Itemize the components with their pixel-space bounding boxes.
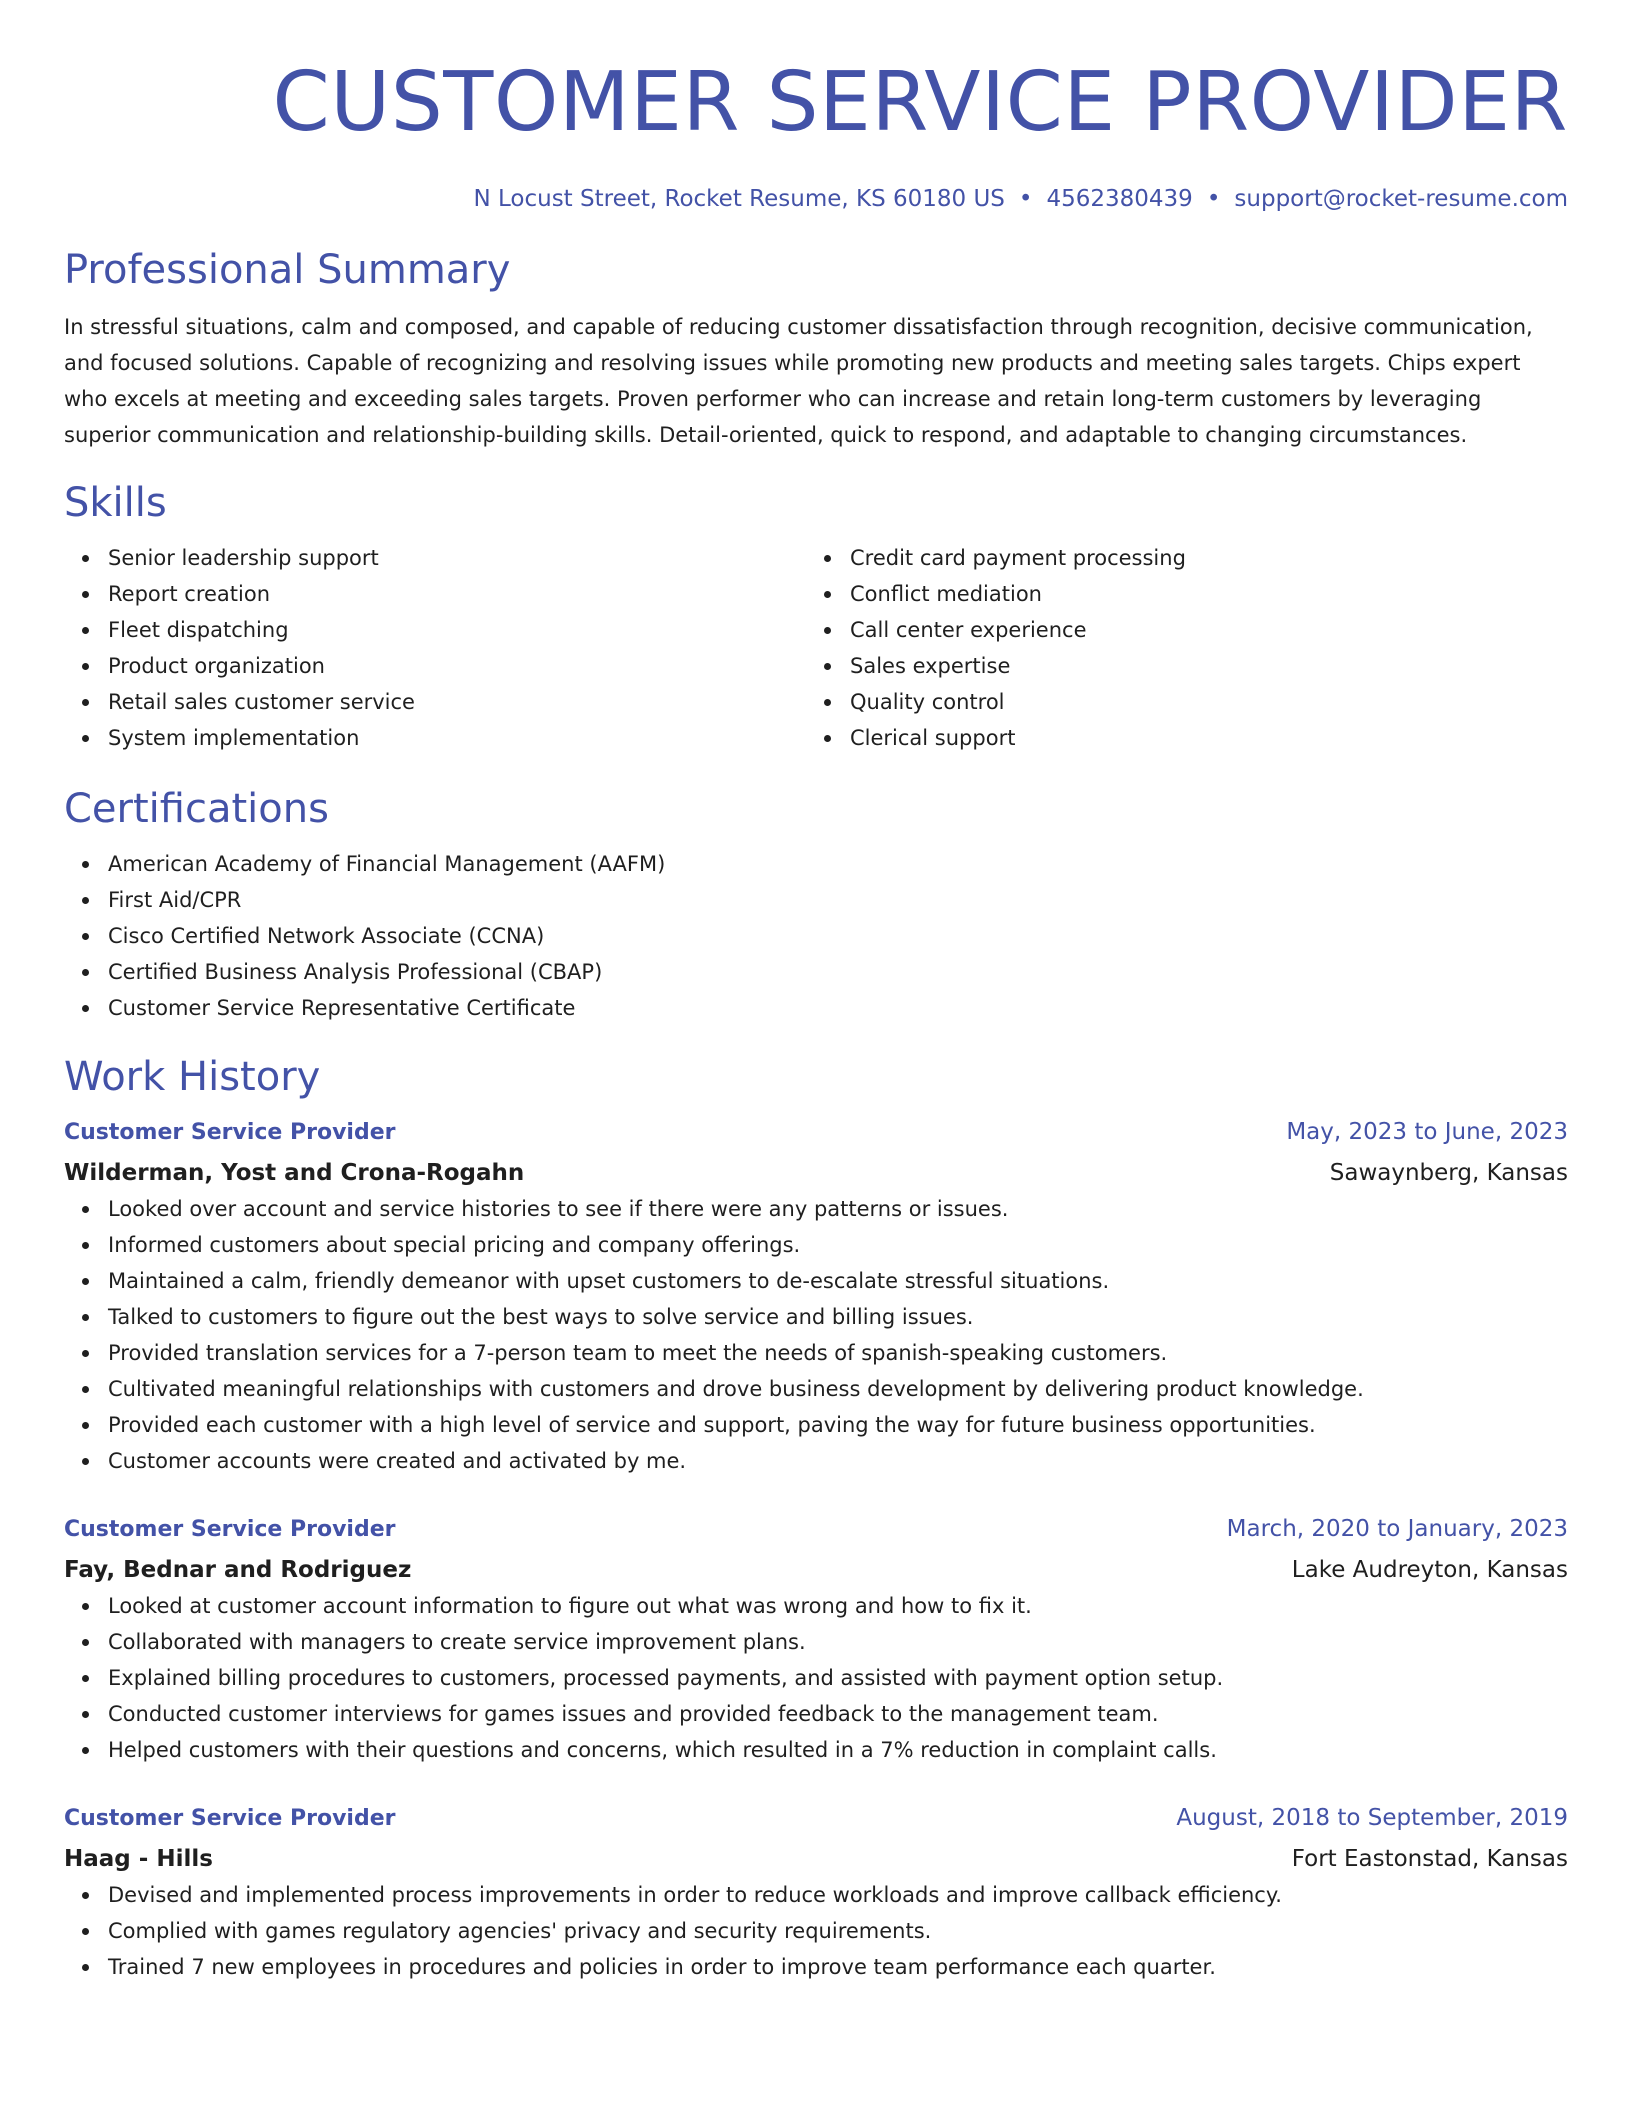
certifications-list bbox=[64, 846, 1568, 1026]
job-bullet: Cultivated meaningful relationships with customers and drove business development by delivering product knowledge. bbox=[108, 1371, 1568, 1407]
job-header bbox=[64, 1114, 1568, 1151]
contact-separator: • bbox=[1206, 186, 1221, 212]
job-entry bbox=[64, 1511, 1568, 1768]
job-company: Fay, Bednar and Rodriguez bbox=[64, 1557, 412, 1583]
summary-text: In stressful situations, calm and composed, and capable of reducing customer dissatisfaction through recognition, decisive communication, and focused solutions. Capable of recognizing and resolving issues while promoting new products and meeting sales targets. Chips expert who excels at meeting and exceeding sales targets. Proven performer who can increase and retain long-term customers by leveraging superior communication and relationship-building skills. Detail-oriented, quick to respond, and adaptable to changing circumstances. bbox=[64, 315, 1533, 447]
skill-item: Sales expertise bbox=[850, 648, 1506, 684]
job-dates: May, 2023 to June, 2023 bbox=[1286, 1119, 1568, 1145]
contact-address: N Locust Street, Rocket Resume, KS 60180 US bbox=[473, 186, 1005, 212]
contact-line bbox=[64, 184, 1568, 214]
skill-item: Product organization bbox=[108, 648, 806, 684]
skills-section bbox=[64, 478, 1568, 756]
skill-item: Clerical support bbox=[850, 720, 1506, 756]
skill-item: Credit card payment processing bbox=[850, 540, 1506, 576]
contact-separator: • bbox=[1018, 186, 1033, 212]
job-bullet: Looked over account and service histories to see if there were any patterns or issues. bbox=[108, 1191, 1568, 1227]
job-bullet: Customer accounts were created and activated by me. bbox=[108, 1443, 1568, 1479]
skills-title: Skills bbox=[64, 480, 167, 526]
skill-item: Fleet dispatching bbox=[108, 612, 806, 648]
contact-email: support@rocket-resume.com bbox=[1234, 186, 1568, 212]
job-bullet-list bbox=[64, 1877, 1568, 1985]
work-history-title: Work History bbox=[64, 1054, 321, 1100]
certification-item: Customer Service Representative Certificate bbox=[108, 990, 1568, 1026]
job-bullet: Complied with games regulatory agencies' privacy and security requirements. bbox=[108, 1913, 1568, 1949]
contact-phone: 4562380439 bbox=[1046, 186, 1193, 212]
job-title: Customer Service Provider bbox=[64, 1517, 396, 1542]
skill-item: Report creation bbox=[108, 576, 806, 612]
skills-left-list bbox=[64, 540, 806, 756]
job-bullet: Provided each customer with a high level of service and support, paving the way for future business opportunities. bbox=[108, 1407, 1568, 1443]
skill-item: Call center experience bbox=[850, 612, 1506, 648]
job-header bbox=[64, 1511, 1568, 1548]
skill-item: Senior leadership support bbox=[108, 540, 806, 576]
summary-title: Professional Summary bbox=[64, 247, 511, 293]
job-entry bbox=[64, 1114, 1568, 1479]
job-title: Customer Service Provider bbox=[64, 1120, 396, 1145]
job-dates: August, 2018 to September, 2019 bbox=[1176, 1805, 1568, 1831]
job-bullet: Conducted customer interviews for games issues and provided feedback to the management team. bbox=[108, 1696, 1568, 1732]
job-bullet: Informed customers about special pricing and company offerings. bbox=[108, 1227, 1568, 1263]
skills-right-column bbox=[806, 540, 1506, 756]
job-subheader bbox=[64, 1552, 1568, 1588]
job-bullet: Provided translation services for a 7-person team to meet the needs of spanish-speaking customers. bbox=[108, 1335, 1568, 1371]
summary-section bbox=[64, 245, 1568, 453]
job-company: Wilderman, Yost and Crona-Rogahn bbox=[64, 1160, 525, 1186]
job-bullet: Looked at customer account information to figure out what was wrong and how to fix it. bbox=[108, 1588, 1568, 1624]
job-bullet: Helped customers with their questions and concerns, which resulted in a 7% reduction in complaint calls. bbox=[108, 1732, 1568, 1768]
certifications-section bbox=[64, 784, 1568, 1026]
job-title: Customer Service Provider bbox=[64, 1806, 396, 1831]
certifications-title: Certifications bbox=[64, 786, 329, 832]
skill-item: System implementation bbox=[108, 720, 806, 756]
job-bullet: Trained 7 new employees in procedures and policies in order to improve team performance each quarter. bbox=[108, 1949, 1568, 1985]
certification-item: Certified Business Analysis Professional (CBAP) bbox=[108, 954, 1568, 990]
job-bullet-list bbox=[64, 1588, 1568, 1768]
job-dates: March, 2020 to January, 2023 bbox=[1226, 1516, 1568, 1542]
certification-item: Cisco Certified Network Associate (CCNA) bbox=[108, 918, 1568, 954]
job-company: Haag - Hills bbox=[64, 1846, 213, 1872]
job-entry bbox=[64, 1800, 1568, 1985]
skills-columns bbox=[64, 540, 1568, 756]
job-location: Lake Audreyton, Kansas bbox=[1291, 1557, 1568, 1583]
job-bullet: Devised and implemented process improvements in order to reduce workloads and improve callback efficiency. bbox=[108, 1877, 1568, 1913]
skills-left-column bbox=[64, 540, 806, 756]
job-bullet-list bbox=[64, 1191, 1568, 1479]
work-history-section bbox=[64, 1052, 1568, 1985]
skill-item: Retail sales customer service bbox=[108, 684, 806, 720]
job-header bbox=[64, 1800, 1568, 1837]
candidate-name: CUSTOMER SERVICE PROVIDER bbox=[272, 55, 1568, 150]
job-bullet: Collaborated with managers to create service improvement plans. bbox=[108, 1624, 1568, 1660]
job-bullet: Maintained a calm, friendly demeanor with upset customers to de-escalate stressful situations. bbox=[108, 1263, 1568, 1299]
job-location: Sawaynberg, Kansas bbox=[1329, 1160, 1568, 1186]
job-location: Fort Eastonstad, Kansas bbox=[1291, 1846, 1568, 1872]
certification-item: First Aid/CPR bbox=[108, 882, 1568, 918]
job-bullet: Explained billing procedures to customers, processed payments, and assisted with payment option setup. bbox=[108, 1660, 1568, 1696]
job-subheader bbox=[64, 1155, 1568, 1191]
skill-item: Quality control bbox=[850, 684, 1506, 720]
skill-item: Conflict mediation bbox=[850, 576, 1506, 612]
skills-right-list bbox=[806, 540, 1506, 756]
certification-item: American Academy of Financial Management (AAFM) bbox=[108, 846, 1568, 882]
job-subheader bbox=[64, 1841, 1568, 1877]
job-bullet: Talked to customers to figure out the best ways to solve service and billing issues. bbox=[108, 1299, 1568, 1335]
